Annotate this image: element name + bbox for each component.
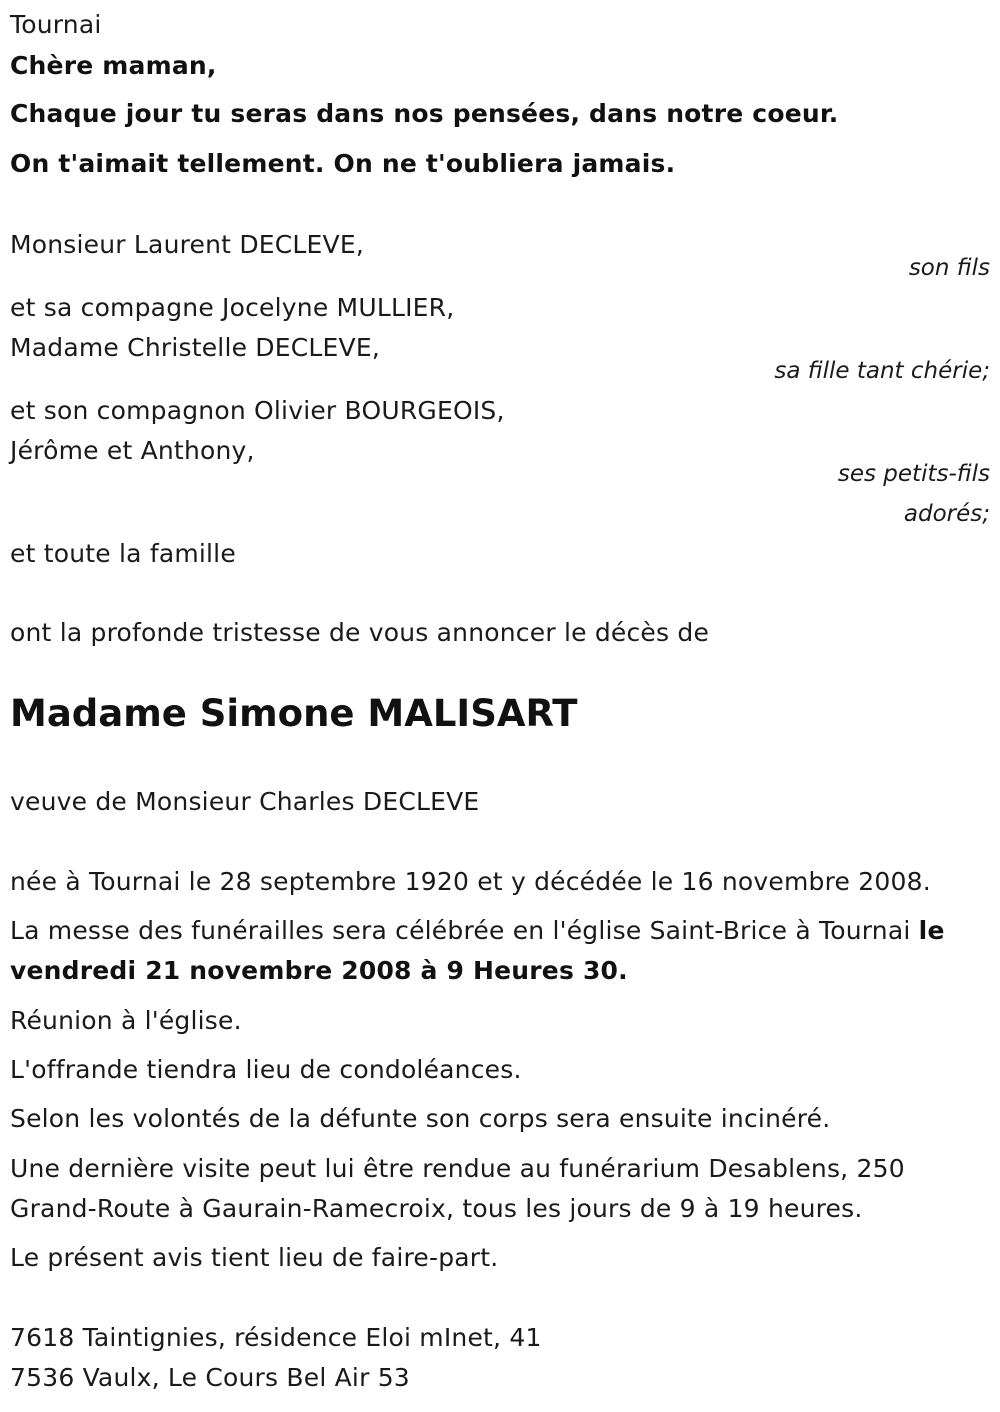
mass-date: le vendredi 21 novembre 2008 à 9 Heures 30. <box>10 916 945 985</box>
role-son: son fils <box>908 255 990 281</box>
deceased-name: Madame Simone MALISART <box>10 692 578 735</box>
family-jocelyne: et sa compagne Jocelyne MULLIER, <box>10 293 455 322</box>
loved-line: On t'aimait tellement. On ne t'oubliera jamais. <box>10 149 676 178</box>
role-grandsons-1: ses petits-fils <box>837 461 990 487</box>
cremation-line: Selon les volontés de la défunte son corps sera ensuite incinéré. <box>10 1104 831 1133</box>
obituary-notice <box>10 0 990 1412</box>
family-grandsons: Jérôme et Anthony, <box>10 436 255 465</box>
every-day-line: Chaque jour tu seras dans nos pensées, dans notre coeur. <box>10 99 839 128</box>
family-christelle: Madame Christelle DECLEVE, <box>10 333 380 362</box>
role-daughter: sa fille tant chérie; <box>774 358 990 384</box>
reunion-line: Réunion à l'église. <box>10 1006 242 1035</box>
offering-line: L'offrande tiendra lieu de condoléances. <box>10 1055 522 1084</box>
birth-death-line: née à Tournai le 28 septembre 1920 et y décédée le 16 novembre 2008. <box>10 867 931 896</box>
dear-mother-line: Chère maman, <box>10 51 217 80</box>
mass-text: La messe des funérailles sera célébrée en l'église Saint-Brice à Tournai <box>10 916 919 945</box>
whole-family: et toute la famille <box>10 539 236 568</box>
address-1: 7618 Taintignies, résidence Eloi mInet, 41 <box>10 1323 542 1352</box>
place-name: Tournai <box>10 10 102 39</box>
notice-line: Le présent avis tient lieu de faire-part. <box>10 1243 499 1272</box>
funeral-mass <box>10 911 995 991</box>
role-grandsons-2: adorés; <box>903 501 990 527</box>
family-laurent: Monsieur Laurent DECLEVE, <box>10 230 364 259</box>
widow-line: veuve de Monsieur Charles DECLEVE <box>10 787 480 816</box>
visit-paragraph: Une dernière visite peut lui être rendue au funérarium Desablens, 250 Grand-Route à Gaurain-Ramecroix, tous les jours de 9 à 19 heures. <box>10 1154 905 1223</box>
announcement-intro: ont la profonde tristesse de vous annoncer le décès de <box>10 618 710 647</box>
family-olivier: et son compagnon Olivier BOURGEOIS, <box>10 396 505 425</box>
address-2: 7536 Vaulx, Le Cours Bel Air 53 <box>10 1363 410 1392</box>
